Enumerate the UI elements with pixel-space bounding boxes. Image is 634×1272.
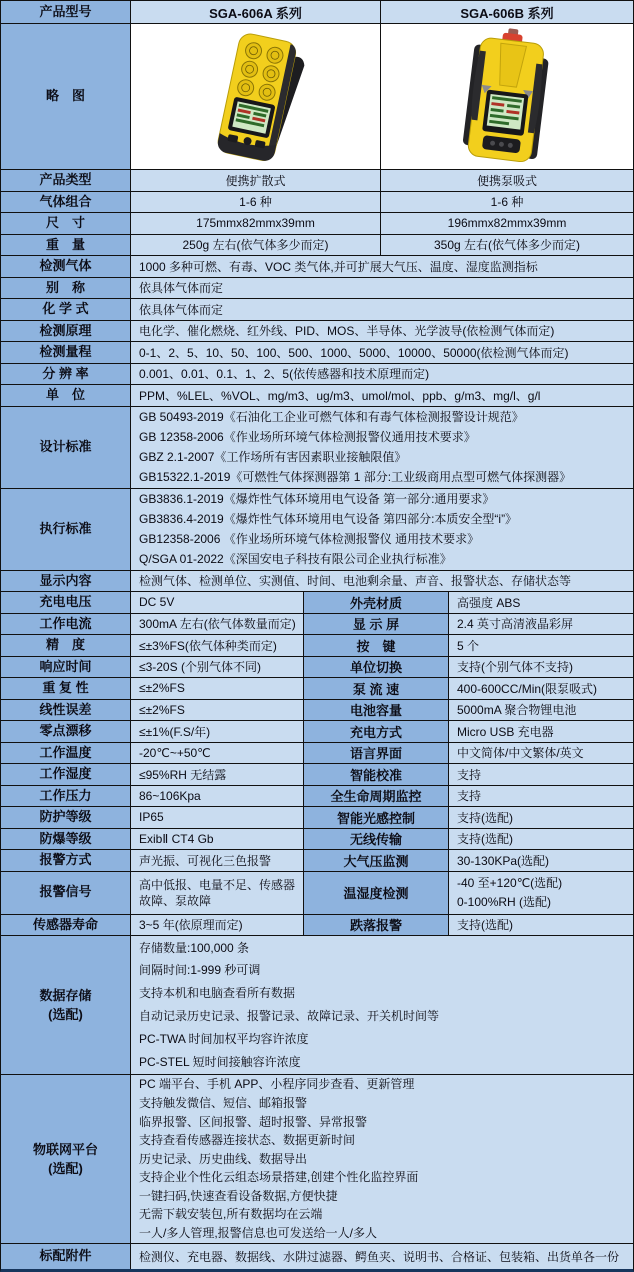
spec-row-dimensions: [1, 213, 633, 235]
spec-label: 工作压力: [1, 786, 131, 807]
spec-label: 智能光感控制: [304, 807, 449, 828]
standards-line: GB12358-2006 《作业场所环境气体检测报警仪 通用技术要求》: [139, 532, 480, 546]
spec-value: 声光振、可视化三色报警: [131, 850, 304, 871]
spec-value: 1000 多种可燃、有毒、VOC 类气体,并可扩展大气压、温度、湿度监测指标: [131, 256, 633, 277]
spec-value-a: 250g 左右(依气体多少而定): [131, 235, 381, 256]
spec-label: 单位切换: [304, 657, 449, 678]
spec-value: 高强度 ABS: [449, 592, 633, 613]
spec-label: 无线传输: [304, 829, 449, 850]
spec-label: [1, 936, 131, 1074]
storage-line: PC-TWA 时间加权平均容许浓度: [139, 1031, 309, 1046]
spec-value: 支持(选配): [449, 915, 633, 936]
spec-value: ≤±2%FS: [131, 700, 304, 721]
spec-label: 重 量: [1, 235, 131, 256]
standards-line: GB3836.1-2019《爆炸性气体环境用电气设备 第一部分:通用要求》: [139, 491, 495, 506]
spec-value-b: 196mmx82mmx39mm: [381, 213, 633, 234]
spec-value: 检测气体、检测单位、实测值、时间、电池剩余量、声音、报警状态、存储状态等: [131, 571, 633, 592]
spec-value-b: 便携泵吸式: [381, 170, 633, 191]
sga-606a-device-image: [131, 24, 380, 169]
spec-label: 化 学 式: [1, 299, 131, 320]
spec-value: PPM、%LEL、%VOL、mg/m3、ug/m3、umol/mol、ppb、g/m3、mg/l、g/l: [131, 385, 633, 406]
standards-line: GB15322.1-2019《可燃性气体探测器第 1 部分:工业级商用点型可燃气体探测器》: [139, 470, 572, 485]
spec-label: 防爆等级: [1, 829, 131, 850]
spec-row-execution-standards: [1, 489, 633, 571]
spec-label: 设计标准: [1, 407, 131, 488]
spec-value: 支持(选配): [449, 829, 633, 850]
spec-label: 执行标准: [1, 489, 131, 570]
spec-row-data-storage: [1, 936, 633, 1075]
spec-label-line: (选配): [48, 1007, 83, 1022]
spec-value: ExibⅡ CT4 Gb: [131, 829, 304, 850]
header-model-b: SGA-606B 系列: [381, 1, 633, 23]
spec-value: 支持: [449, 786, 633, 807]
spec-label: 泵 流 速: [304, 678, 449, 699]
spec-value: 0.001、0.01、0.1、1、2、5(依传感器和技术原理而定): [131, 364, 633, 385]
spec-label: 温湿度检测: [304, 872, 449, 914]
storage-line: 存储数量:100,000 条: [139, 940, 250, 955]
spec-row-detected-gases: [1, 256, 633, 278]
spec-value: IP65: [131, 807, 304, 828]
spec-value: [449, 872, 633, 914]
spec-row-4col: [1, 915, 633, 937]
iot-line: PC 端平台、手机 APP、小程序同步查看、更新管理: [139, 1077, 415, 1092]
storage-line: 支持本机和电脑查看所有数据: [139, 986, 296, 1001]
spec-label: 检测原理: [1, 321, 131, 342]
spec-value: 3~5 年(依原理而定): [131, 915, 304, 936]
spec-value-a: 175mmx82mmx39mm: [131, 213, 381, 234]
spec-label: 尺 寸: [1, 213, 131, 234]
spec-label: 单 位: [1, 385, 131, 406]
spec-value: 300mA 左右(依气体数量而定): [131, 614, 304, 635]
spec-label: 跌落报警: [304, 915, 449, 936]
spec-label: 按 键: [304, 635, 449, 656]
storage-line: 自动记录历史记录、报警记录、故障记录、开关机时间等: [139, 1009, 440, 1023]
spec-label: 响应时间: [1, 657, 131, 678]
spec-label: 标配附件: [1, 1244, 131, 1269]
spec-label: 线性误差: [1, 700, 131, 721]
spec-value: 支持(个别气体不支持): [449, 657, 633, 678]
spec-row-detection-principle: [1, 321, 633, 343]
spec-row-gas-combination: [1, 192, 633, 214]
spec-row-4col: [1, 807, 633, 829]
iot-line: 支持查看传感器连接状态、数据更新时间: [139, 1133, 356, 1148]
spec-row-4col: [1, 678, 633, 700]
storage-line: 间隔时间:1-999 秒可调: [139, 963, 261, 978]
spec-row-accessories: [1, 1244, 633, 1269]
spec-label: 报警方式: [1, 850, 131, 871]
spec-value-a: 1-6 种: [131, 192, 381, 213]
spec-value: ≤3-20S (个别气体不同): [131, 657, 304, 678]
spec-label: 外壳材质: [304, 592, 449, 613]
spec-label-line: (选配): [48, 1161, 83, 1176]
spec-value: 5 个: [449, 635, 633, 656]
spec-value: [131, 936, 633, 1074]
spec-value: -20℃~+50℃: [131, 743, 304, 764]
spec-row-product-type: [1, 170, 633, 192]
standards-line: GB 12358-2006《作业场所环境气体检测报警仪通用技术要求》: [139, 429, 476, 444]
spec-value: [131, 489, 633, 570]
spec-label: 显 示 屏: [304, 614, 449, 635]
iot-line: 一人/多人管理,报警信息也可发送给一人/多人: [139, 1226, 378, 1241]
spec-value-b: 1-6 种: [381, 192, 633, 213]
spec-value: 检测仪、充电器、数据线、水阱过滤器、鳄鱼夹、说明书、合格证、包装箱、出货单各一份: [131, 1244, 633, 1269]
spec-value: [131, 1075, 633, 1243]
spec-label: 工作电流: [1, 614, 131, 635]
spec-label: 产品类型: [1, 170, 131, 191]
spec-value: 0-1、2、5、10、50、100、500、1000、5000、10000、50000(依检测气体而定): [131, 342, 633, 363]
spec-row-iot-platform: [1, 1075, 633, 1244]
spec-label: 传感器寿命: [1, 915, 131, 936]
spec-label: 报警信号: [1, 872, 131, 914]
sketch-label: 略 图: [1, 24, 131, 169]
spec-label: 工作温度: [1, 743, 131, 764]
spec-label: 别 称: [1, 278, 131, 299]
spec-row-chemical-formula: [1, 299, 633, 321]
header-product-model-label: 产品型号: [1, 1, 131, 23]
sga-606b-photo-cell: [381, 24, 633, 169]
spec-value: 支持: [449, 764, 633, 785]
spec-value: ≤95%RH 无结露: [131, 764, 304, 785]
standards-line: GBZ 2.1-2007《工作场所有害因素职业接触限值》: [139, 450, 407, 464]
iot-line: 临界报警、区间报警、超时报警、异常报警: [139, 1114, 368, 1129]
spec-label: 充电方式: [304, 721, 449, 742]
spec-row-4col: [1, 786, 633, 808]
spec-label: 显示内容: [1, 571, 131, 592]
spec-value: 依具体气体而定: [131, 278, 633, 299]
spec-label: 精 度: [1, 635, 131, 656]
spec-row-units: [1, 385, 633, 407]
spec-label: 充电电压: [1, 592, 131, 613]
spec-label: 智能校准: [304, 764, 449, 785]
spec-label: [1, 1075, 131, 1243]
sketch-row: [1, 24, 633, 170]
spec-row-4col: [1, 764, 633, 786]
standards-line: Q/SGA 01-2022《深国安电子科技有限公司企业执行标准》: [139, 552, 452, 567]
spec-row-4col: [1, 829, 633, 851]
spec-row-4col: [1, 700, 633, 722]
spec-value: DC 5V: [131, 592, 304, 613]
spec-row-display-content: [1, 571, 633, 593]
standards-line: GB3836.4-2019《爆炸性气体环境用电气设备 第四部分:本质安全型“i”》: [139, 511, 518, 526]
spec-row-alarm-signal: [1, 872, 633, 915]
spec-row-4col: [1, 850, 633, 872]
spec-value: [131, 407, 633, 488]
iot-line: 无需下载安装包,所有数据均在云端: [139, 1207, 323, 1222]
iot-line: 历史记录、历史曲线、数据导出: [139, 1151, 308, 1166]
spec-value: 86~106Kpa: [131, 786, 304, 807]
spec-row-4col: [1, 743, 633, 765]
spec-value-b: 350g 左右(依气体多少而定): [381, 235, 633, 256]
storage-line: PC-STEL 短时间接触容许浓度: [139, 1054, 301, 1069]
spec-label: 大气压监测: [304, 850, 449, 871]
spec-value: 电化学、催化燃烧、红外线、PID、MOS、半导体、光学波导(依检测气体而定): [131, 321, 633, 342]
spec-label: 工作湿度: [1, 764, 131, 785]
spec-row-4col: [1, 614, 633, 636]
sga-606a-photo-cell: [131, 24, 381, 169]
spec-value: ≤±2%FS: [131, 678, 304, 699]
spec-row-weight: [1, 235, 633, 257]
sga-606b-device-image: [381, 24, 633, 169]
spec-label: 重 复 性: [1, 678, 131, 699]
spec-label-line: 物联网平台: [32, 1141, 98, 1157]
spec-label: 检测量程: [1, 342, 131, 363]
spec-row-resolution: [1, 364, 633, 386]
spec-value-line: 0-100%RH (选配): [457, 894, 552, 909]
spec-label: 防护等级: [1, 807, 131, 828]
header-row: [1, 1, 633, 24]
spec-label: 电池容量: [304, 700, 449, 721]
spec-label: 气体组合: [1, 192, 131, 213]
spec-row-design-standards: [1, 407, 633, 489]
spec-row-alias: [1, 278, 633, 300]
spec-value: 30-130KPa(选配): [449, 850, 633, 871]
spec-label: 分 辨 率: [1, 364, 131, 385]
spec-value-a: 便携扩散式: [131, 170, 381, 191]
spec-label-line: 数据存储: [39, 987, 92, 1003]
spec-label: 零点漂移: [1, 721, 131, 742]
spec-row-detection-range: [1, 342, 633, 364]
spec-value: 5000mA 聚合物锂电池: [449, 700, 633, 721]
spec-value-line: -40 至+120℃(选配): [457, 875, 563, 890]
spec-value: Micro USB 充电器: [449, 721, 633, 742]
iot-line: 一键扫码,快速查看设备数据,方便快捷: [139, 1188, 338, 1203]
spec-label: 全生命周期监控: [304, 786, 449, 807]
spec-row-4col: [1, 592, 633, 614]
iot-line: 支持触发微信、短信、邮箱报警: [139, 1095, 308, 1110]
spec-value: 支持(选配): [449, 807, 633, 828]
spec-row-4col: [1, 721, 633, 743]
spec-value: 400-600CC/Min(限泵吸式): [449, 678, 633, 699]
spec-value: 中文简体/中文繁体/英文: [449, 743, 633, 764]
spec-label: 检测气体: [1, 256, 131, 277]
spec-value: 依具体气体而定: [131, 299, 633, 320]
spec-value: 2.4 英寸高清液晶彩屏: [449, 614, 633, 635]
spec-row-4col: [1, 657, 633, 679]
iot-line: 支持企业个性化云组态场景搭建,创建个性化监控界面: [139, 1170, 419, 1185]
spec-label: 语言界面: [304, 743, 449, 764]
spec-row-4col: [1, 635, 633, 657]
header-model-a: SGA-606A 系列: [131, 1, 381, 23]
standards-line: GB 50493-2019《石油化工企业可燃气体和有毒气体检测报警设计规范》: [139, 409, 524, 424]
spec-value: 高中低报、电量不足、传感器故障、泵故障: [131, 872, 304, 914]
spec-value: ≤±3%FS(依气体种类而定): [131, 635, 304, 656]
spec-value: ≤±1%(F.S/年): [131, 721, 304, 742]
